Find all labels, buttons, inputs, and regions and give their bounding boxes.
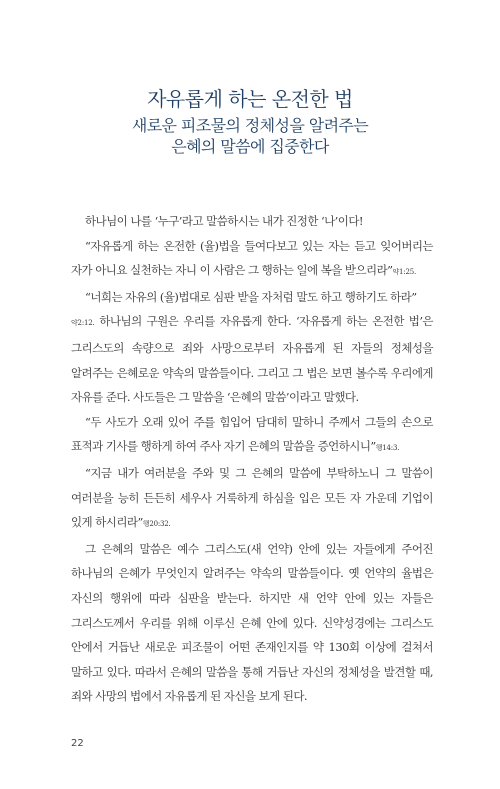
page-number: 22 bbox=[71, 738, 84, 749]
paragraph-text: “지금 내가 여러분을 주와 및 그 은혜의 말씀에 부탁하노니 그 말씀이 여러분을 능히 든든히 세우사 거룩하게 하심을 입은 모든 자 가운데 기업이 있게 하시리라” bbox=[71, 465, 433, 530]
paragraph-text: “자유롭게 하는 온전한 (율)법을 들여다보고 있는 자는 듣고 잊어버리는 자가 아니요 실천하는 자니 이 사람은 그 행하는 일에 복을 받으리라” bbox=[71, 238, 433, 278]
scripture-reference: 약1:25. bbox=[392, 268, 416, 277]
scripture-quote bbox=[71, 461, 433, 537]
subtitle-line-1: 새로운 피조물의 정체성을 알려주는 bbox=[131, 116, 369, 135]
paragraph-text: 그 은혜의 말씀은 예수 그리스도(새 언약) 안에 있는 자들에게 주어진 하나님의 은혜가 무엇인지 알려주는 약속의 말씀들이다. 옛 언약의 율법은 자신의 행위에 따라 심판을 받는다. 하지만 새 언약 안에 있는 자들은 그리스도께서 우리를 위해 이루신 은혜 안에 있다. 신약성경에는 그리스도 안에서 거듭난 새로운 피조물이 어떤 존재인지를 약 130회 이상에 걸쳐서 말하고 있다. 따라서 은혜의 말씀을 통해 거듭난 자신의 정체성을 발견할 때, 죄와 사망의 법에서 자유롭게 된 자신을 보게 된다. bbox=[71, 541, 433, 704]
paragraph bbox=[71, 537, 433, 709]
scripture-reference: 약2:12. bbox=[71, 319, 95, 328]
chapter-heading bbox=[0, 86, 500, 157]
paragraph-text: 하나님이 나를 ‘누구’라고 말씀하시는 내가 진정한 ‘나’이다! bbox=[85, 214, 363, 228]
paragraph bbox=[71, 209, 433, 234]
scripture-quote bbox=[71, 234, 433, 285]
paragraph-text: “두 사도가 오래 있어 주를 힘입어 담대히 말하니 주께서 그들의 손으로 표적과 기사를 행하게 하여 주사 자기 은혜의 말씀을 증언하시니” bbox=[71, 414, 433, 454]
subtitle-line-2: 은혜의 말씀에 집중한다 bbox=[171, 137, 329, 156]
scripture-quote bbox=[71, 410, 433, 461]
scripture-reference: 행20:32. bbox=[142, 520, 171, 529]
scripture-reference: 행14:3. bbox=[375, 444, 400, 453]
paragraph-text: 하나님의 구원은 우리를 자유롭게 한다. ‘자유롭게 하는 온전한 법’은 그리스도의 속량으로 죄와 사망으로부터 자유롭게 된 자들의 정체성을 알려주는 은혜로운 약속의 말씀들이다. 그리고 그 법은 보면 볼수록 우리에게 자유를 준다. 사도들은 그 말씀을 ‘은혜의 말씀’이라고 말했다. bbox=[71, 314, 433, 405]
chapter-title: 자유롭게 하는 온전한 법 bbox=[147, 87, 353, 111]
chapter-subtitle bbox=[0, 115, 500, 157]
body-text bbox=[71, 209, 433, 709]
paragraph bbox=[71, 309, 433, 409]
paragraph-text: “너희는 자유의 (율)법대로 심판 받을 자처럼 말도 하고 행하기도 하라” bbox=[85, 289, 417, 304]
scripture-quote bbox=[71, 285, 433, 310]
